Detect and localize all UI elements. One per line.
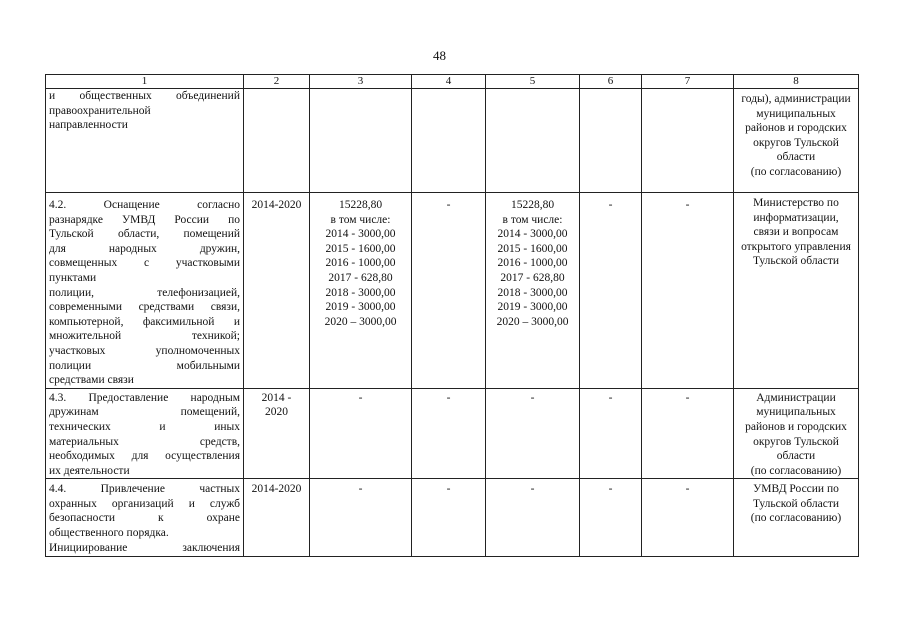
funding-col6-cell: [580, 89, 642, 193]
measure-line: правоохранительной: [49, 104, 151, 117]
funding-line: 2016 - 1000,00: [497, 257, 568, 270]
measure-cell: [46, 388, 244, 479]
total-funding-cell: [310, 89, 412, 193]
funding-col4-cell: [412, 89, 486, 193]
responsible-cell: [734, 479, 859, 557]
table-row: [46, 89, 859, 193]
responsible-line: округов Тульской: [753, 136, 839, 149]
funding-line: 2017 - 628,80: [500, 271, 565, 284]
period-cell: 2014-2020: [244, 193, 310, 389]
measure-cell: [46, 89, 244, 193]
funding-line: -: [358, 483, 363, 496]
funding-line: 2020 – 3000,00: [496, 315, 569, 328]
measure-line: участковых уполномоченных: [49, 344, 240, 357]
measure-line: для народных дружин,: [49, 242, 240, 255]
funding-col4-cell: -: [412, 388, 486, 479]
measure-line: разнарядке УМВД России по: [49, 213, 240, 226]
responsible-line: области: [776, 450, 816, 463]
measure-line: 4.3. Предоставление народным: [49, 391, 240, 404]
funding-line: -: [530, 483, 535, 496]
funding-line: 2015 - 1600,00: [497, 242, 568, 255]
funding-col7-cell: -: [642, 193, 734, 389]
period-line: 2014 -: [261, 391, 292, 404]
header-cell: 1: [46, 75, 244, 89]
measure-line: их деятельности: [49, 464, 130, 477]
funding-col6-cell: -: [580, 193, 642, 389]
responsible-cell: [734, 89, 859, 193]
measure-line: охранных организаций и служб: [49, 497, 240, 510]
responsible-line: (по согласованию): [750, 512, 842, 525]
funding-line: в том числе:: [330, 213, 391, 226]
measure-line: современными средствами связи,: [49, 301, 240, 314]
program-table: [45, 74, 859, 557]
responsible-line: УМВД России по: [753, 483, 839, 496]
measure-line: полиции мобильными: [49, 359, 240, 372]
measure-line: пунктами: [49, 271, 97, 284]
funding-line: 2019 - 3000,00: [497, 301, 568, 314]
total-funding-cell: [310, 388, 412, 479]
responsible-line: открытого управления: [741, 240, 851, 253]
funding-line: 2015 - 1600,00: [325, 242, 396, 255]
measure-line: полиции, телефонизацией,: [49, 286, 240, 299]
table-row: [46, 388, 859, 479]
funding-line: 2014 - 3000,00: [325, 228, 396, 241]
funding-line: -: [530, 391, 535, 404]
responsible-line: области: [776, 151, 816, 164]
responsible-line: информатизации,: [753, 211, 839, 224]
measure-line: дружинам помещений,: [49, 406, 240, 419]
measure-cell: [46, 193, 244, 389]
responsible-line: округов Тульской: [753, 435, 839, 448]
total-funding-cell: [310, 193, 412, 389]
responsible-line: Тульской области: [752, 255, 839, 268]
funding-line: 2018 - 3000,00: [325, 286, 396, 299]
funding-col7-cell: -: [642, 388, 734, 479]
responsible-line: связи и вопросам: [753, 226, 839, 239]
measure-line: средствами связи: [49, 374, 134, 387]
header-cell: 3: [310, 75, 412, 89]
responsible-line: (по согласованию): [750, 165, 842, 178]
header-cell: 8: [734, 75, 859, 89]
funding-line: 2020 – 3000,00: [324, 315, 397, 328]
responsible-line: годы), администрации: [741, 93, 851, 105]
responsible-cell: [734, 193, 859, 389]
measure-line: множительной техникой;: [49, 330, 240, 343]
funding-col5-cell: [486, 388, 580, 479]
period-cell: [244, 89, 310, 193]
funding-col7-cell: -: [642, 479, 734, 557]
header-cell: 6: [580, 75, 642, 89]
measure-line: и общественных объединений: [49, 90, 240, 102]
funding-col5-cell: [486, 193, 580, 389]
funding-line: 15228,80: [510, 199, 555, 211]
measure-line: совмещенных с участковыми: [49, 257, 240, 270]
period-cell: 2014-2020: [244, 479, 310, 557]
funding-line: 2017 - 628,80: [328, 271, 393, 284]
measure-line: технических и иных: [49, 420, 240, 433]
measure-line: необходимых для осуществления: [49, 450, 240, 463]
funding-col7-cell: [642, 89, 734, 193]
responsible-line: районов и городских: [745, 420, 847, 433]
responsible-line: муниципальных: [756, 107, 836, 120]
funding-col6-cell: -: [580, 479, 642, 557]
measure-line: общественного порядка.: [49, 527, 169, 540]
funding-line: -: [358, 391, 363, 404]
funding-line: в том числе:: [502, 213, 563, 226]
funding-line: 2018 - 3000,00: [497, 286, 568, 299]
measure-line: компьютерной, факсимильной и: [49, 315, 240, 328]
measure-line: материальных средств,: [49, 435, 240, 448]
funding-col4-cell: -: [412, 193, 486, 389]
table-row: [46, 479, 859, 557]
funding-col5-cell: [486, 479, 580, 557]
funding-line: 2016 - 1000,00: [325, 257, 396, 270]
total-funding-cell: [310, 479, 412, 557]
responsible-line: районов и городских: [745, 122, 847, 135]
measure-line: Тульской области, помещений: [49, 228, 240, 241]
measure-line: Инициирование заключения: [49, 541, 240, 554]
funding-line: 15228,80: [338, 199, 383, 211]
responsible-line: (по согласованию): [750, 464, 842, 477]
period-cell: [244, 388, 310, 479]
responsible-line: муниципальных: [756, 406, 836, 419]
header-cell: 7: [642, 75, 734, 89]
funding-col6-cell: -: [580, 388, 642, 479]
funding-col4-cell: -: [412, 479, 486, 557]
measure-line: направленности: [49, 119, 128, 132]
measure-line: безопасности к охране: [49, 512, 240, 525]
responsible-line: Министерство по: [753, 197, 839, 209]
responsible-line: Тульской области: [752, 497, 839, 510]
funding-col5-cell: [486, 89, 580, 193]
measure-line: 4.2. Оснащение согласно: [49, 199, 240, 211]
table-header-row: [46, 75, 859, 89]
measure-line: 4.4. Привлечение частных: [49, 483, 240, 496]
header-cell: 5: [486, 75, 580, 89]
period-line: 2020: [265, 406, 288, 419]
responsible-cell: [734, 388, 859, 479]
measure-cell: [46, 479, 244, 557]
table-row: [46, 193, 859, 389]
funding-line: 2014 - 3000,00: [497, 228, 568, 241]
responsible-line: Администрации: [756, 391, 836, 404]
header-cell: 4: [412, 75, 486, 89]
header-cell: 2: [244, 75, 310, 89]
funding-line: 2019 - 3000,00: [325, 301, 396, 314]
page-number: 48: [433, 48, 446, 63]
